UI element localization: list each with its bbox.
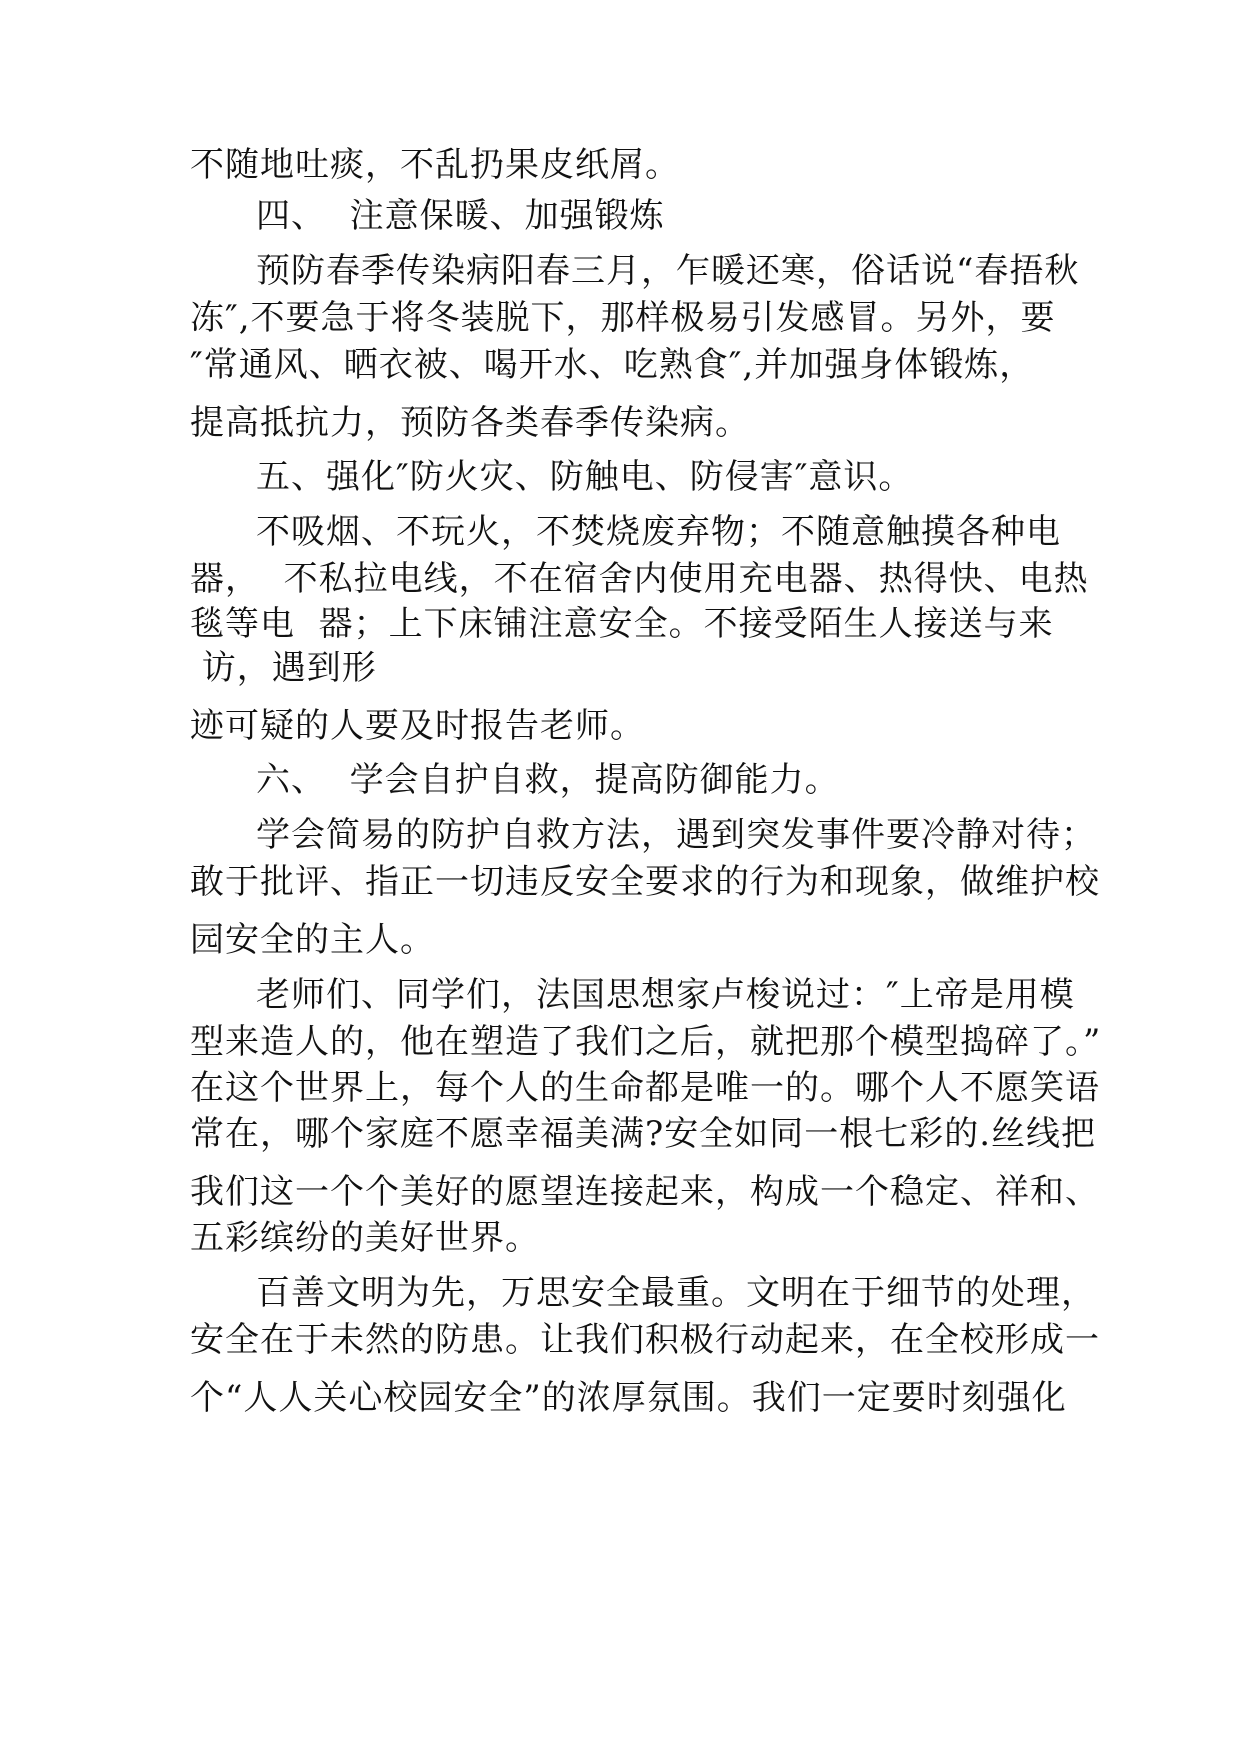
- text-line: 冻″,不要急于将冬装脱下，那样极易引发感冒。另外，要: [190, 298, 1056, 338]
- section-heading: 五、强化″防火灾、防触电、防侵害″意识。: [256, 457, 914, 497]
- text-line: 不吸烟、不玩火，不焚烧废弃物；不随意触摸各种电: [256, 512, 1061, 552]
- text-line: 毯等电 器；上下床铺注意安全。不接受陌生人接送与来: [190, 604, 1054, 644]
- text-line: 访，遇到形: [190, 648, 377, 688]
- text-line: 百善文明为先，万思安全最重。文明在于细节的处理，: [256, 1273, 1096, 1313]
- text-line: 型来造人的，他在塑造了我们之后，就把那个模型捣碎了。”: [190, 1022, 1102, 1062]
- text-line: 敢于批评、指正一切违反安全要求的行为和现象，做维护校: [190, 862, 1100, 902]
- section-heading: 六、 学会自护自救，提高防御能力。: [256, 760, 840, 800]
- text-line: 学会简易的防护自救方法，遇到突发事件要冷静对待；: [256, 815, 1096, 855]
- text-line: 提高抵抗力，预防各类春季传染病。: [190, 403, 750, 443]
- text-line: 园安全的主人。: [190, 920, 435, 960]
- text-line: 器， 不私拉电线，不在宿舍内使用充电器、热得快、电热: [190, 559, 1089, 599]
- section-heading: 四、 注意保暖、加强锻炼: [256, 196, 665, 236]
- text-line: 个“人人关心校园安全”的浓厚氛围。我们一定要时刻强化: [190, 1378, 1067, 1418]
- text-line: 我们这一个个美好的愿望连接起来，构成一个稳定、祥和、: [190, 1172, 1100, 1212]
- text-line: ″常通风、晒衣被、喝开水、吃熟食″,并加强身体锻炼，: [190, 345, 1035, 385]
- text-line: 五彩缤纷的美好世界。: [190, 1218, 540, 1258]
- text-line: 迹可疑的人要及时报告老师。: [190, 706, 645, 746]
- text-line: 安全在于未然的防患。让我们积极行动起来，在全校形成一: [190, 1320, 1100, 1360]
- text-line: 不随地吐痰，不乱扔果皮纸屑。: [190, 145, 680, 185]
- text-line: 常在，哪个家庭不愿幸福美满?安全如同一根七彩的.丝线把: [190, 1114, 1097, 1154]
- text-line: 预防春季传染病阳春三月，乍暖还寒，俗话说“春捂秋: [256, 251, 1080, 291]
- text-line: 在这个世界上，每个人的生命都是唯一的。哪个人不愿笑语: [190, 1068, 1100, 1108]
- text-line: 老师们、同学们，法国思想家卢梭说过：″上帝是用模: [256, 975, 1075, 1015]
